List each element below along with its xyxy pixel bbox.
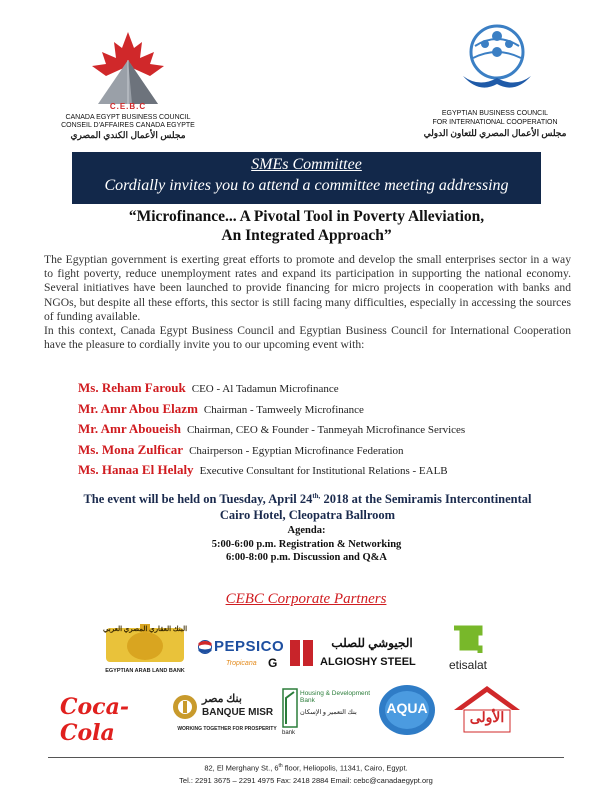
ebcic-name-ar: مجلس الأعمال المصري للتعاون الدولي [423,128,567,138]
footer-address-end: floor, Heliopolis, 11341, Cairo, Egypt. [282,763,408,773]
aqua-logo [378,684,436,736]
title-line-1: “Microfinance... A Pivotal Tool in Poverty Alleviation, [128,208,485,225]
aqua-name: AQUA [386,700,428,716]
maple-leaf-pyramid-icon [88,30,168,110]
algioshy-steel-logo [290,636,424,676]
cebc-abbr: C.E.B.C [109,102,147,111]
banque-misr-name: BANQUE MISR [202,707,274,718]
speaker-item [78,462,598,483]
speaker-role: Chairperson - Egyptian Microfinance Federation [189,444,404,457]
banque-misr-ar: بنك مصر [202,693,242,705]
event-line-1 [44,488,571,507]
event-details [44,488,571,523]
gatorade-label: G [268,656,278,670]
speaker-name: Ms. Mona Zulficar [78,441,184,457]
cebc-name-ar: مجلس الأعمال الكندي المصري [70,130,186,140]
algioshy-ar: الجيوشي للصلب [331,636,413,650]
event-venue-text: 2018 at the Semiramis Intercontinental [320,492,532,507]
cebc-name-fr: CONSEIL D'AFFAIRES CANADA EGYPTE [61,122,195,129]
agenda-heading: Agenda: [287,525,326,536]
banque-misr-logo [172,692,282,742]
housing-development-bank-logo [282,686,374,742]
algioshy-name: ALGIOSHY STEEL [320,656,416,668]
el-ola-logo [452,684,522,734]
arab-land-bank-ar: البنك العقاري المصري العربي [102,625,188,633]
pepsico-logo [198,636,288,680]
tropicana-label: Tropicana [226,660,257,667]
speaker-item [78,401,598,422]
pepsi-globe-icon [198,640,212,654]
footer-address [48,760,564,775]
footer-floor-suffix: th [278,763,283,769]
hdb-name-ar: بنك التعمير و الإسكان [300,709,357,716]
speaker-name: Mr. Amr Abou Elazm [78,400,198,416]
intro-paragraph-1: The Egyptian government is exerting great efforts to promote and develop the small enterprises sector in a way to fight poverty, reduce unemployment rates and expand its participation in supporting the national economy. Several initiatives have been launched to provide financing for micro projects in cooperation with banks and NGOs, but despite all these efforts, this sector is still facing many difficulties, especially in accessing the sources of funding available. [44,253,571,323]
cebc-logo [38,30,218,150]
speaker-role: Executive Consultant for Institutional Relations - EALB [199,465,448,477]
arab-land-bank-logo [96,622,194,680]
agenda-item: 5:00-6:00 p.m. Registration & Networking [211,538,402,550]
intro-paragraph-2: In this context, Canada Egypt Business Council and Egyptian Business Council for International Cooperation have the pleasure to cordially invite you to our upcoming event with: [44,324,571,352]
arab-land-bank-en: EGYPTIAN ARAB LAND BANK [105,668,185,674]
el-ola-ar: الأولى [469,711,505,726]
footer-contact: Tel.: 2291 3675 – 2291 4975 Fax: 2418 2884 Email: cebc@canadaegypt.org [179,775,433,785]
banner-committee-name: SMEs Committee [251,156,362,173]
etisalat-logo [438,624,498,676]
speaker-role: Chairman, CEO & Founder - Tanmeyah Microfinance Services [186,424,466,436]
speaker-list [78,380,598,483]
speaker-role: CEO - Al Tadamun Microfinance [191,383,339,395]
ebcic-name-line2: FOR INTERNATIONAL COOPERATION [432,119,558,126]
hdb-small-label: bank [282,730,296,736]
speaker-item [78,421,598,442]
agenda [160,524,453,565]
hdb-building-icon [282,688,298,728]
event-title [72,207,541,245]
footer-address-start: 82, El Merghany St., 6 [204,763,279,773]
etisalat-mark-icon [450,624,484,654]
banque-misr-tagline: WORKING TOGETHER FOR PROSPERITY [177,726,277,732]
pepsico-name: PEPSICO [214,638,285,655]
ebcic-logo [415,18,575,150]
ebcic-name-line1: EGYPTIAN BUSINESS COUNCIL [441,110,549,117]
agenda-item: 6:00-8:00 p.m. Discussion and Q&A [225,552,388,563]
coca-cola-name: Coca-Cola [60,694,129,746]
event-date-suffix: th, [312,492,321,500]
speaker-name: Ms. Reham Farouk [78,380,186,395]
footer [48,760,564,787]
globe-hands-icon [457,18,537,98]
speaker-name: Mr. Amr Aboueish [78,421,181,436]
steel-beam-icon [290,640,314,666]
speaker-role: Chairman - Tamweely Microfinance [203,403,364,416]
intro-text [44,253,571,352]
speaker-item [78,442,598,463]
banner-invitation-line: Cordially invites you to attend a committee meeting addressing [104,177,509,194]
cebc-name-en: CANADA EGYPT BUSINESS COUNCIL [65,114,191,121]
etisalat-name: etisalat [448,658,488,672]
partners-heading: CEBC Corporate Partners [225,591,387,607]
event-date-text: The event will be held on Tuesday, April 24 [83,492,313,507]
committee-banner [72,152,541,204]
banque-misr-emblem-icon [172,692,198,722]
hdb-name: Housing & Development Bank [300,690,371,704]
speaker-item [78,380,598,401]
title-line-2: An Integrated Approach” [221,227,392,244]
footer-divider [48,757,564,758]
event-line-2: Cairo Hotel, Cleopatra Ballroom [219,508,396,523]
speaker-name: Ms. Hanaa El Helaly [78,462,194,477]
coca-cola-logo [60,694,168,746]
